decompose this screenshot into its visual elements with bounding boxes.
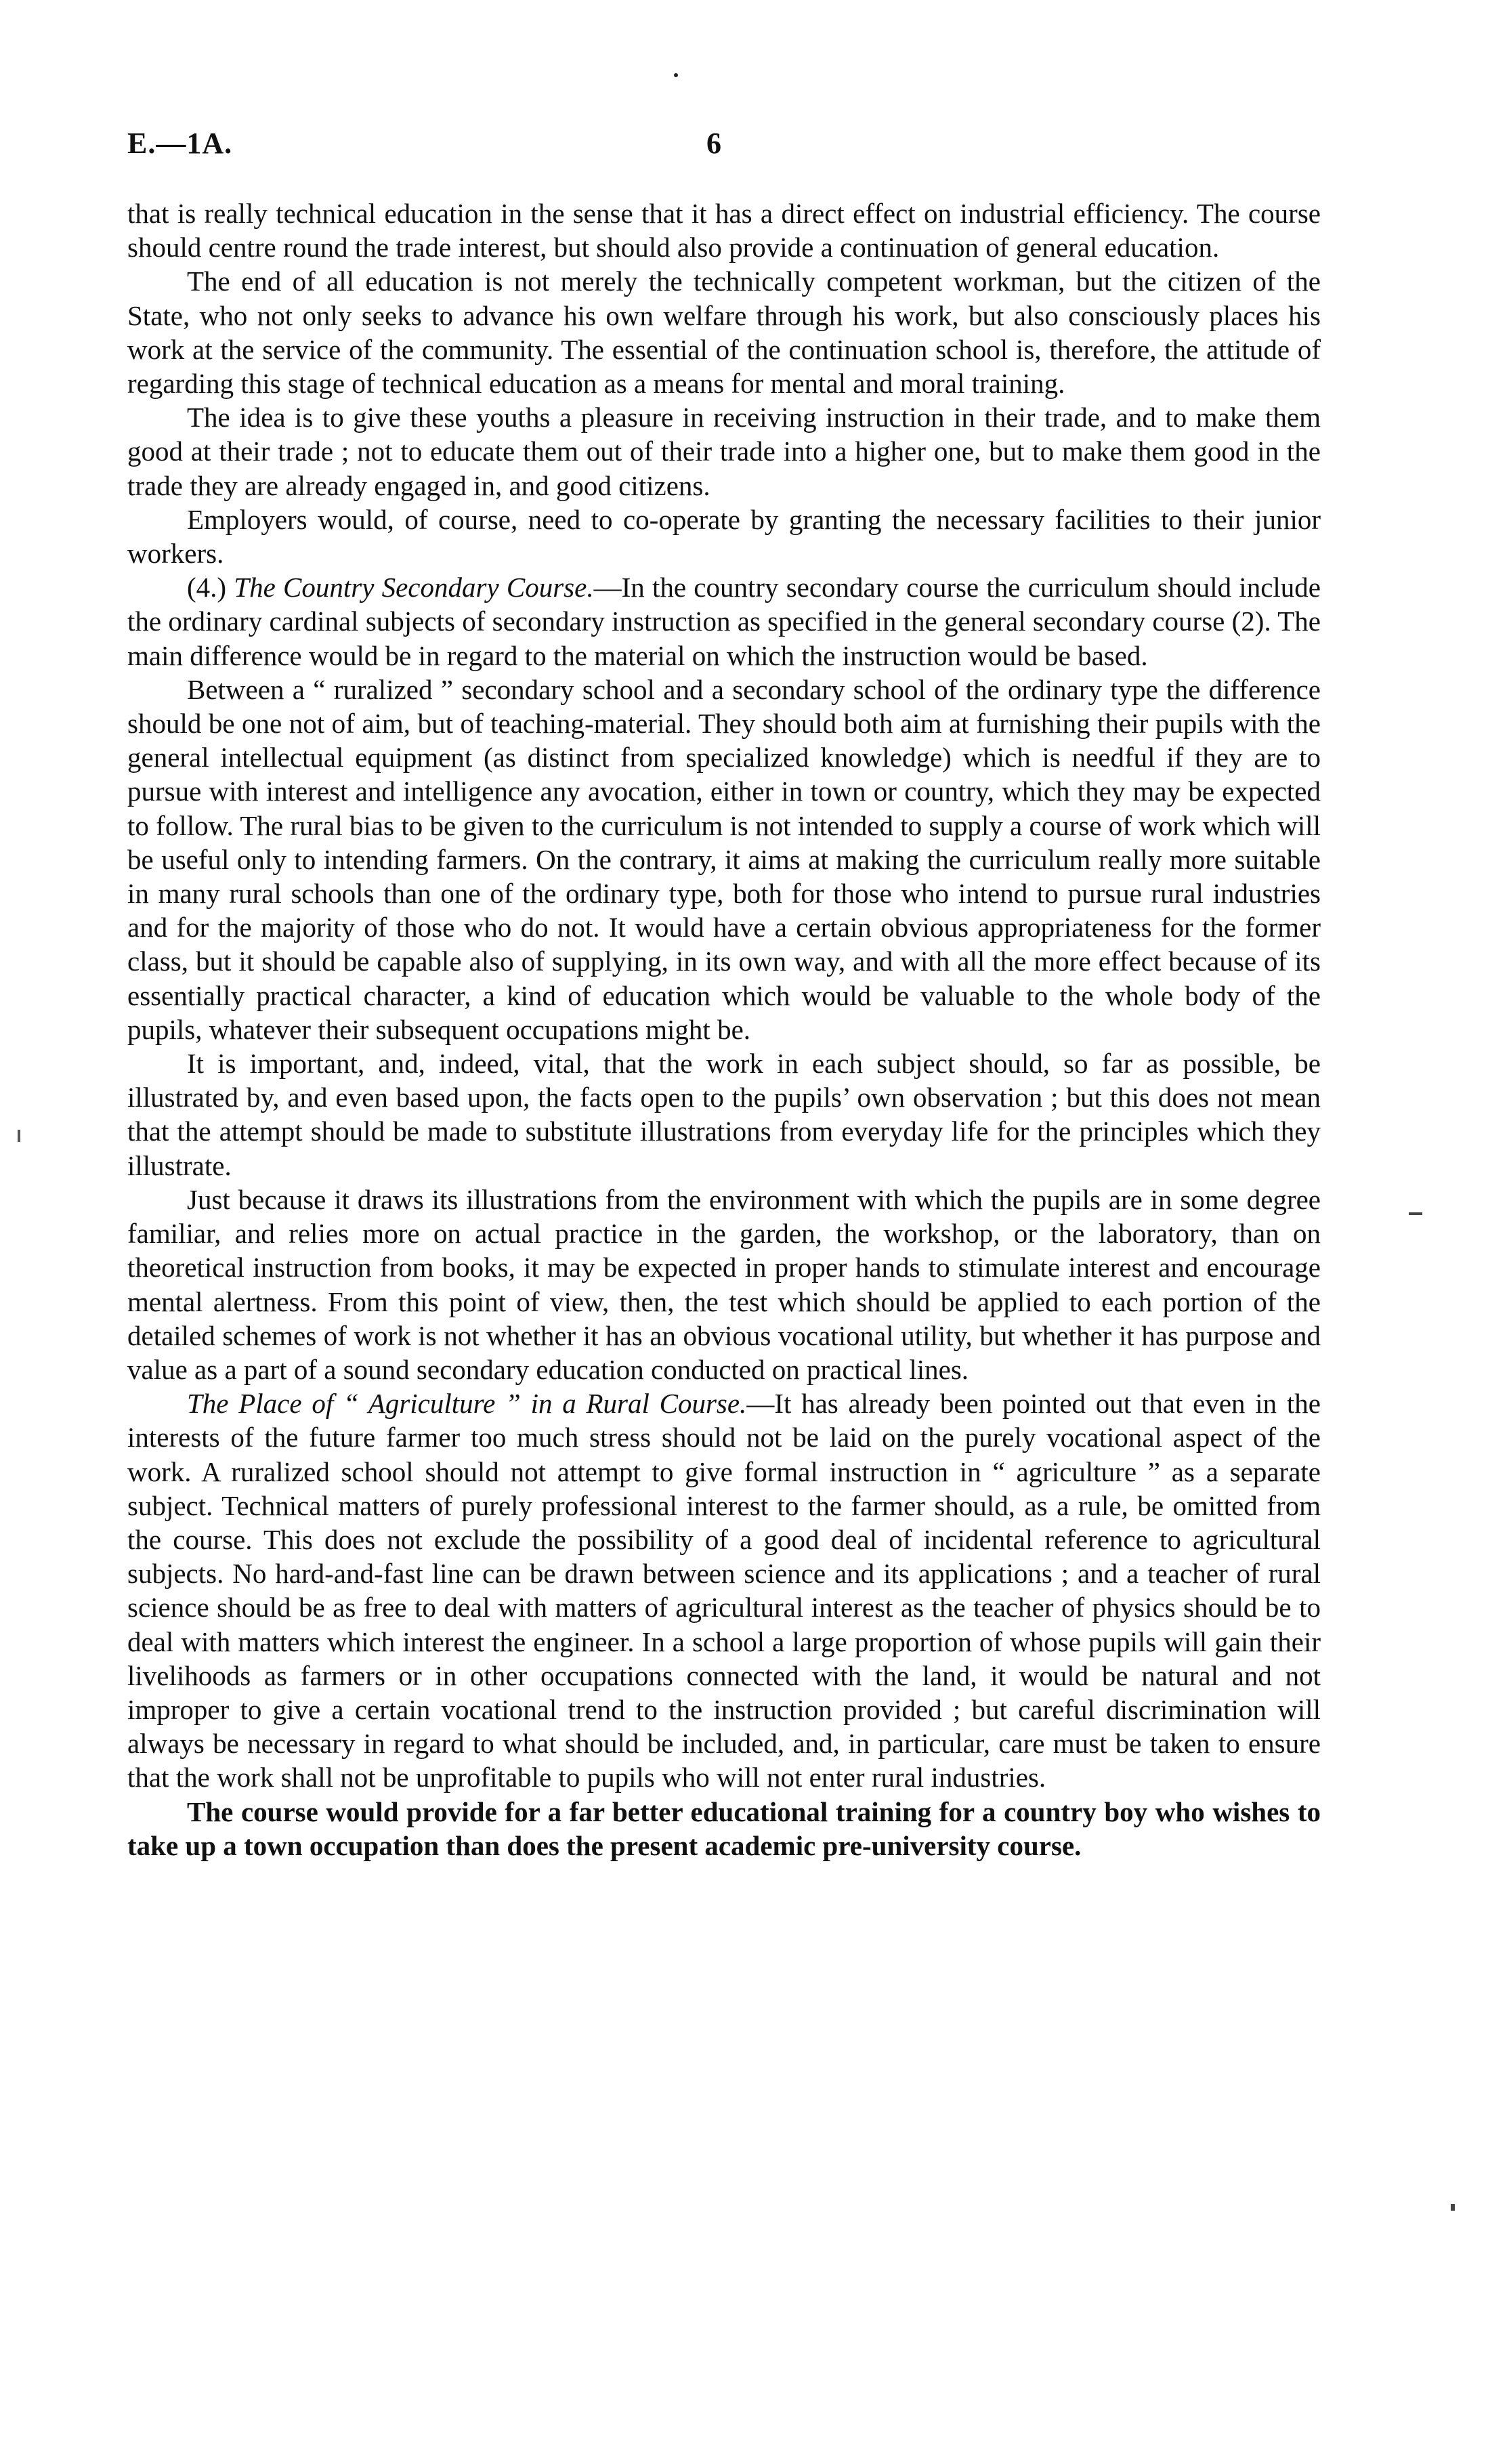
paragraph-agriculture [127,1386,1321,1794]
paragraph-end-of-education: The end of all education is not merely the technically competent workman, but the citizen of the State, who not only seeks to advance his own welfare through his work, but also consciously places his work at the service of the community. The essential of the continuation school is, therefore, the attitude of regarding this stage of technical education as a means for mental and moral training. [127,265,1321,400]
paragraph-continuation: that is really technical education in the sense that it has a direct effect on industrial efficiency. The course should centre round the trade interest, but should also provide a continuation of general education. [127,198,1321,263]
margin-mark-right-lower [1451,2204,1455,2211]
paragraph-just-because: Just because it draws its illustrations from the environment with which the pupils are in some degree familiar, and relies more on actual practice in the garden, the workshop, or the laboratory, than on theoretical instruction from books, it may be expected in proper hands to stimulate interest and encourage mental alertness. From this point of view, then, the test which should be applied to each portion of the detailed schemes of work is not whether it has an obvious vocational utility, but whether it has purpose and value as a part of a sound secondary education conducted on practical lines. [127,1183,1321,1385]
paragraph-country-course [127,570,1321,673]
country-course-difference: The main difference would be in regard to the material on which the instruction would be based. [127,606,1321,671]
paragraph-important: It is important, and, indeed, vital, that the work in each subject should, so far as possible, be illustrated by, and even based upon, the facts open to the pupils’ own observation ; but this does not mean that the attempt should be made to substitute illustrations from everyday life for the principles which they illustrate. [127,1048,1321,1181]
page-mark-dot [674,73,678,77]
paragraph-employers: Employers would, of course, need to co-operate by granting the necessary facilities to their junior workers. [127,503,1321,570]
country-course-text: —In the country secondary course the curriculum should include the ordinary cardinal subjects of secondary instruction as specified in the general secondary course (2). [127,572,1321,637]
margin-mark-left [18,1130,20,1142]
paragraph-conclusion: The course would provide for a far better educational training for a country boy who wishes to take up a town occupation than does the present academic pre-university course. [127,1796,1321,1861]
agriculture-text: —It has already been pointed out that even in the interests of the future farmer too much stress should not be laid on the purely vocational aspect of the work. A ruralized school should not attempt to give formal instruction in “ agriculture ” as a separate subject. Technical matters of purely professional interest to the farmer should, as a rule, be omitted from the course. This does not exclude the possibility of a good deal of incidental reference to agricultural subjects. No hard-and-fast line can be drawn between science and its applications ; and a teacher of rural science should be as free to deal with matters of agricultural interest as the teacher of physics should be to deal with matters which interest the engineer. In a school a large proportion of whose pupils will gain their livelihoods as farmers or in other occupations connected with the land, it would be natural and not improper to give a certain vocational trend to the instruction provided ; but careful discrimination will always be necessary in regard to what should be included, and, in particular, care must be taken to ensure that the work shall not be unprofitable to pupils who will not enter rural industries. [127,1388,1321,1793]
paragraph-ruralized-school: Between a “ ruralized ” secondary school and a secondary school of the ordinary type the difference should be one not of aim, but of teaching-material. They should both aim at furnishing their pupils with the general intellectual equipment (as distinct from specialized knowledge) which is needful if they are to pursue with interest and intelligence any avocation, either in town or country, which they may be expected to follow. The rural bias to be given to the curriculum is not intended to supply a course of work which will be useful only to intending farmers. On the contrary, it aims at making the curriculum really more suitable in many rural schools than one of the ordinary type, both for those who intend to pursue rural industries and for the majority of those who do not. It would have a certain obvious appropriateness for the former class, but it should be capable also of supplying, in its own way, and with all the more effect because of its essentially practical character, a kind of education which would be valuable to the whole body of the pupils, whatever their subsequent occupations might be. [127,673,1321,1045]
section-heading-agriculture: The Place of “ Agriculture ” in a Rural Course. [187,1388,747,1420]
page-header [127,126,1380,173]
section-heading-country-course: The Country Secondary Course. [234,572,594,603]
page-number: 6 [706,127,721,160]
document-body [127,196,1321,1863]
margin-mark-right [1409,1212,1422,1215]
paragraph-idea: The idea is to give these youths a pleasure in receiving instruction in their trade, and to make them good at their trade ; not to educate them out of their trade into a higher one, but to make them good in the trade they are already engaged in, and good citizens. [127,402,1321,501]
document-identifier: E.—1A. [127,127,233,160]
section-number: (4.) [187,572,227,603]
